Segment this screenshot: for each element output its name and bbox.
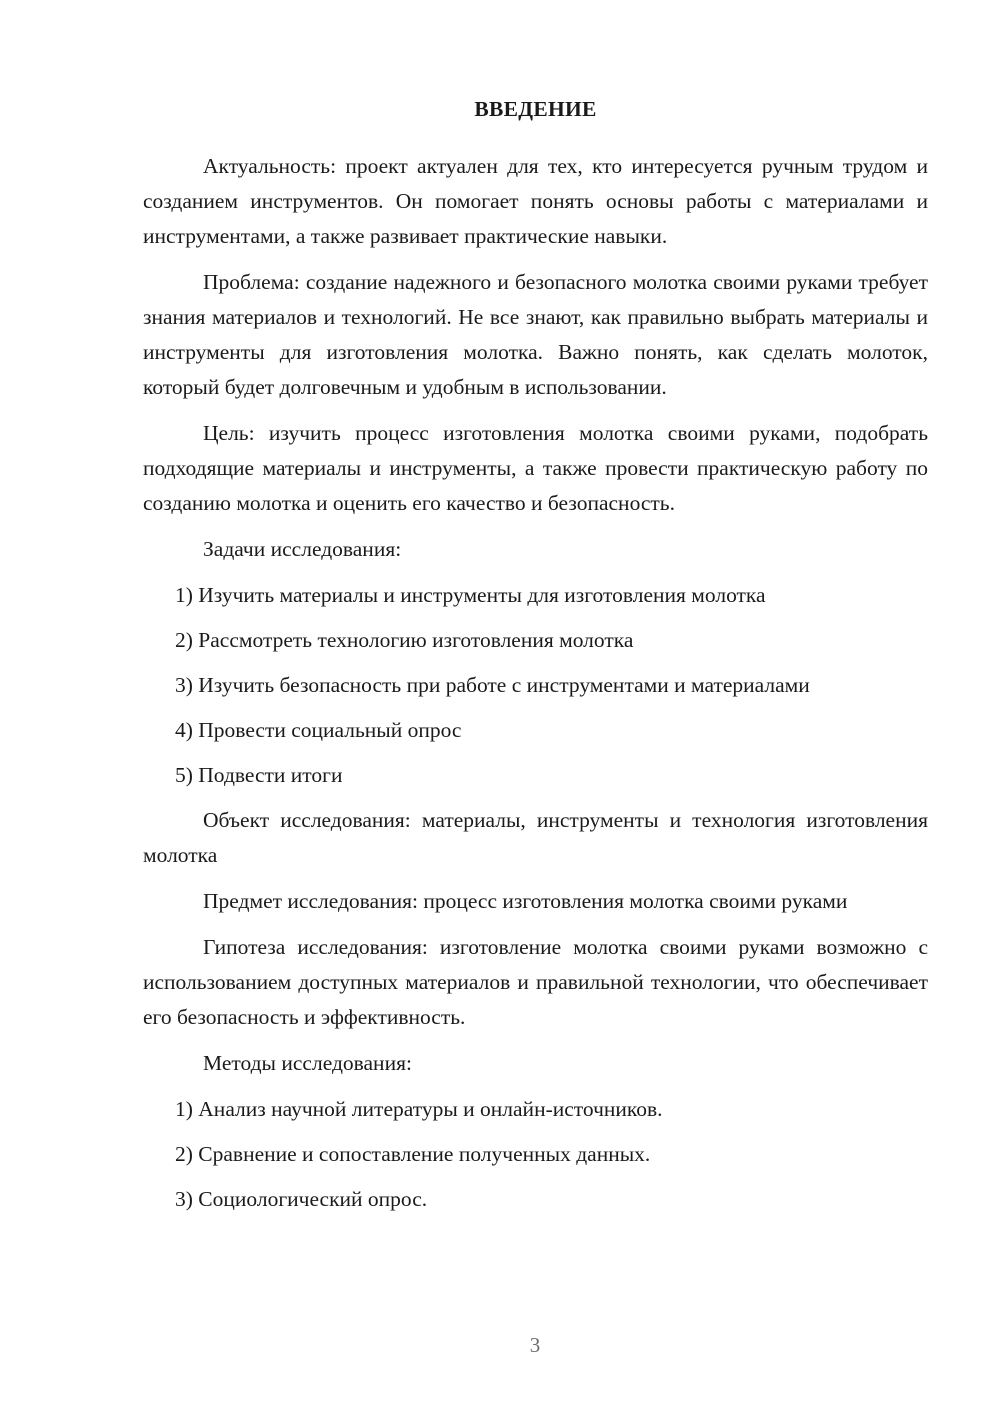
list-item: 3) Социологический опрос. bbox=[175, 1187, 428, 1211]
methods-list bbox=[143, 1092, 928, 1217]
page-number: 3 bbox=[529, 1333, 541, 1357]
paragraph-hypothesis: Гипотеза исследования: изготовление молотка своими руками возможно с использованием доступных материалов и правильной технологии, что обеспечивает его безопасность и эффективность. bbox=[143, 935, 928, 1029]
methods-label: Методы исследования: bbox=[203, 1051, 412, 1075]
paragraph-object: Объект исследования: материалы, инструменты и технология изготовления молотка bbox=[143, 808, 928, 867]
tasks-list bbox=[143, 578, 928, 793]
section-title: ВВЕДЕНИЕ bbox=[474, 97, 597, 121]
list-item: 2) Сравнение и сопоставление полученных данных. bbox=[175, 1142, 651, 1166]
list-item: 5) Подвести итоги bbox=[175, 763, 343, 787]
list-item: 3) Изучить безопасность при работе с инструментами и материалами bbox=[175, 673, 810, 697]
list-item: 2) Рассмотреть технологию изготовления молотка bbox=[175, 628, 634, 652]
paragraph-problem: Проблема: создание надежного и безопасного молотка своими руками требует знания материалов и технологий. Не все знают, как правильно выбрать материалы и инструменты для изготовления молотка. Важно понять, как сделать молоток, который будет долговечным и удобным в использовании. bbox=[143, 270, 928, 399]
document-page bbox=[143, 92, 928, 1227]
list-item: 4) Провести социальный опрос bbox=[175, 718, 462, 742]
paragraph-relevance: Актуальность: проект актуален для тех, кто интересуется ручным трудом и созданием инструментов. Он помогает понять основы работы с материалами и инструментами, а также развивает практические навыки. bbox=[143, 154, 928, 248]
list-item: 1) Анализ научной литературы и онлайн-источников. bbox=[175, 1097, 663, 1121]
list-item: 1) Изучить материалы и инструменты для изготовления молотка bbox=[175, 583, 766, 607]
tasks-label: Задачи исследования: bbox=[203, 537, 402, 561]
paragraph-goal: Цель: изучить процесс изготовления молотка своими руками, подобрать подходящие материалы и инструменты, а также провести практическую работу по созданию молотка и оценить его качество и безопасность. bbox=[143, 421, 928, 515]
paragraph-subject: Предмет исследования: процесс изготовления молотка своими руками bbox=[203, 889, 848, 913]
